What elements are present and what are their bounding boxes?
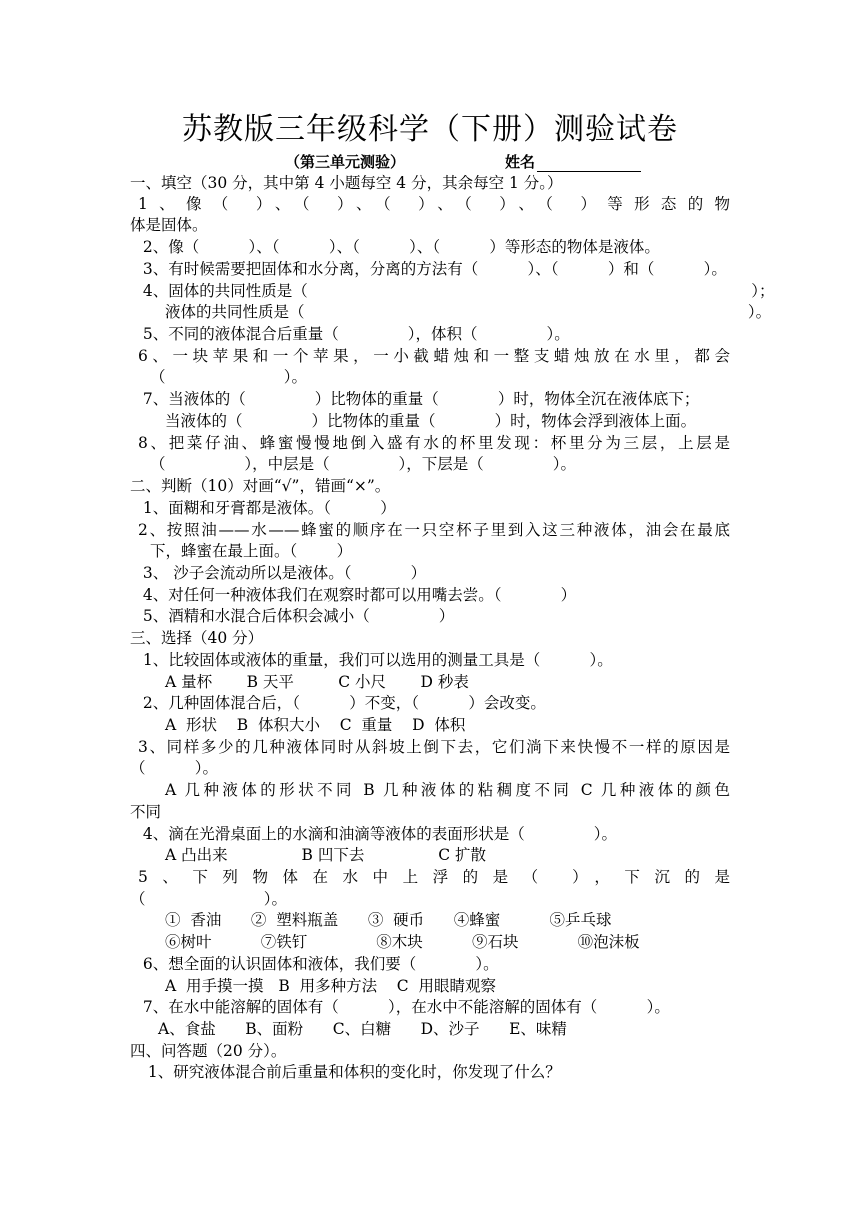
question-line: 1、比较固体或液体的重量，我们可以选用的测量工具是（ ）。 [138, 651, 613, 669]
question-line: （ ）。 [150, 368, 307, 386]
question-line: 4、对任何一种液体我们在观察时都可以用嘴去尝。（ ） [138, 586, 577, 604]
section-heading-qa: 四、问答题（20 分）。 [130, 1042, 287, 1060]
unit-subtitle: （第三单元测验） [285, 153, 406, 171]
question-line: 3、同样多少的几种液体同时从斜坡上倒下去，它们淌下来快慢不一样的原因是 [138, 738, 730, 756]
section-heading-judge: 二、判断（10）对画“√”，错画“×”。 [130, 477, 391, 495]
question-line: 5、酒精和水混合后体积会减小（ ） [138, 607, 455, 625]
question-line: 5、下列物体在水中上浮的是（ ），下沉的是 [138, 868, 730, 886]
name-label: 姓名 [505, 153, 536, 171]
section-heading-choice: 三、选择（40 分） [130, 629, 264, 647]
option-line: A 形状 B 体积大小 C 重量 D 体积 [165, 716, 466, 734]
question-line: 5、不同的液体混合后重量（ ），体积（ ）。 [138, 325, 570, 343]
question-line: 3、 沙子会流动所以是液体。（ ） [138, 564, 427, 582]
question-line: 7、当液体的（ ）比物体的重量（ ）时，物体全沉在液体底下； [138, 390, 700, 408]
question-line: 1、像（ ）、（ ）、（ ）、（ ）、（ ）等形态的物 [138, 195, 730, 213]
option-line: ① 香油 ② 塑料瓶盖 ③ 硬币 ④蜂蜜 ⑤乒乓球 [165, 911, 612, 929]
question-line: 6、一块苹果和一个苹果，一小截蜡烛和一整支蜡烛放在水里，都会 [138, 347, 730, 365]
option-line: A 凸出来 B 凹下去 C 扩散 [165, 846, 487, 864]
question-line: 7、在水中能溶解的固体有（ ），在水中不能溶解的固体有（ ）。 [138, 998, 670, 1016]
question-line: 4、滴在光滑桌面上的水滴和油滴等液体的表面形状是（ ）。 [138, 825, 618, 843]
question-line: 8、把菜仔油、蜂蜜慢慢地倒入盛有水的杯里发现：杯里分为三层，上层是 [138, 434, 730, 452]
section-heading-fill: 一、填空（30 分，其中第 4 小题每空 4 分，其余每空 1 分。） [130, 174, 563, 192]
question-line: 当液体的（ ）比物体的重量（ ）时，物体会浮到液体上面。 [165, 412, 697, 430]
question-line: 2、按照油——水——蜂蜜的顺序在一只空杯子里到入这三种液体，油会在最底 [138, 521, 730, 539]
name-field [505, 151, 641, 172]
question-line: 下，蜂蜜在最上面。（ ） [150, 542, 353, 560]
option-line: A 几种液体的形状不同 B 几种液体的粘稠度不同 C 几种液体的颜色 [165, 781, 730, 799]
name-blank-line [537, 155, 641, 172]
page-title: 苏教版三年级科学（下册）测验试卷 [182, 112, 678, 147]
option-line: A、食盐 B、面粉 C、白糖 D、沙子 E、味精 [158, 1020, 567, 1038]
question-line: （ ）。 [130, 759, 219, 777]
question-line: 1、面糊和牙膏都是液体。（ ） [138, 499, 396, 517]
option-line: 不同 [130, 803, 162, 821]
option-line: A 量杯 B 天平 C 小尺 D 秒表 [165, 673, 469, 691]
question-line: 6、想全面的认识固体和液体，我们要（ ）。 [138, 955, 499, 973]
question-line: 1、研究液体混合前后重量和体积的变化时，你发现了什么？ [138, 1063, 561, 1081]
question-line: 3、有时候需要把固体和水分离，分离的方法有（ ）、（ ）和（ ）。 [138, 260, 727, 278]
question-line: 4、固体的共同性质是（ ）； [138, 282, 775, 300]
question-line: 2、几种固体混合后，（ ）不变，（ ）会改变。 [138, 694, 546, 712]
question-line: （ ），中层是（ ），下层是（ ）。 [150, 455, 577, 473]
question-line: 2、像（ ）、（ ）、（ ）、（ ）等形态的物体是液体。 [138, 238, 660, 256]
question-line: （ ）。 [130, 890, 287, 908]
option-line: A 用手摸一摸 B 用多种方法 C 用眼睛观察 [165, 977, 496, 995]
option-line: ⑥树叶 ⑦铁钉 ⑧木块 ⑨石块 ⑩泡沫板 [165, 933, 640, 951]
question-line: 液体的共同性质是（ ）。 [165, 303, 772, 321]
question-line: 体是固体。 [130, 216, 208, 234]
